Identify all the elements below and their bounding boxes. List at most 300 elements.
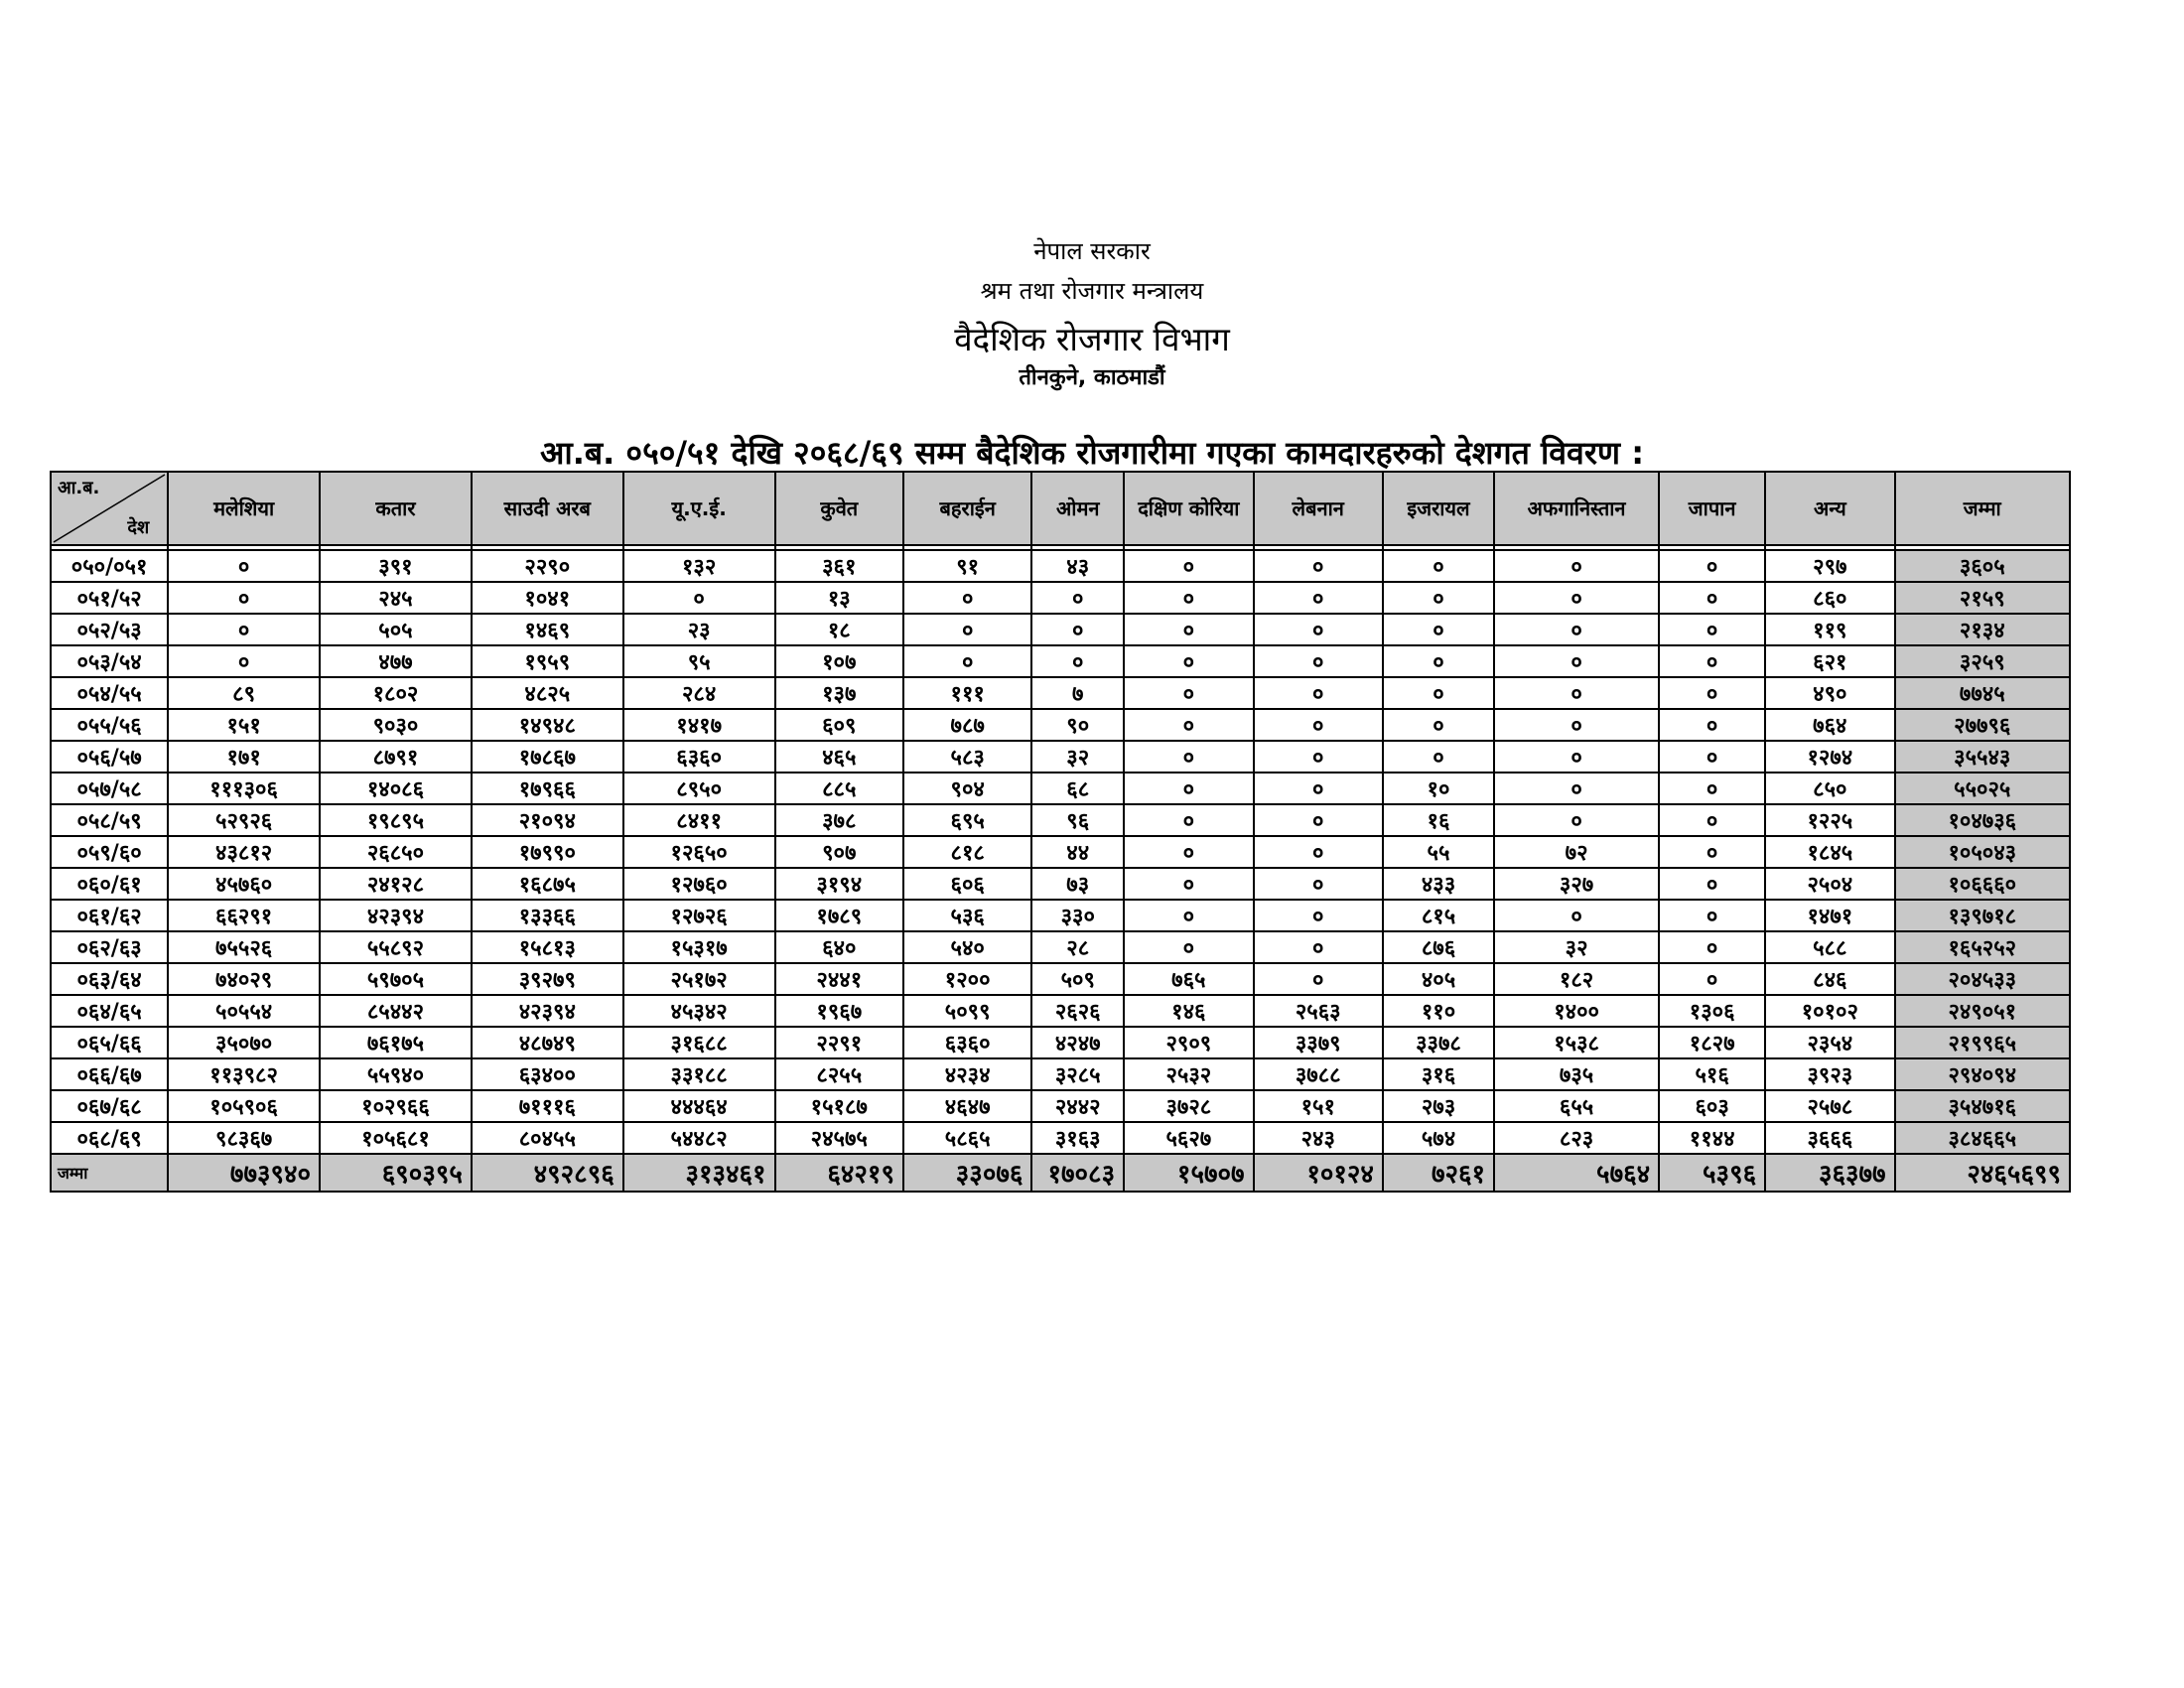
table-cell: १३२ bbox=[623, 550, 775, 582]
table-cell: ० bbox=[1659, 900, 1765, 931]
table-cell: १९८९५ bbox=[320, 804, 472, 836]
table-cell: ६९५ bbox=[903, 804, 1031, 836]
table-cell: ५०५५४ bbox=[168, 995, 320, 1027]
table-cell: ५२९२६ bbox=[168, 804, 320, 836]
table-cell: ७ bbox=[1031, 677, 1124, 709]
table-row bbox=[51, 1090, 2070, 1122]
table-cell: ४६४७ bbox=[903, 1090, 1031, 1122]
fiscal-year-cell: ०६१/६२ bbox=[51, 900, 168, 931]
table-cell: १९६७ bbox=[775, 995, 903, 1027]
fiscal-year-cell: ०५५/५६ bbox=[51, 709, 168, 741]
table-cell: १० bbox=[1383, 773, 1494, 804]
table-cell: ५८६५ bbox=[903, 1122, 1031, 1154]
table-row bbox=[51, 836, 2070, 868]
table-cell: १३७ bbox=[775, 677, 903, 709]
column-header: बहराईन bbox=[903, 472, 1031, 545]
fiscal-year-cell: ०५०/०५१ bbox=[51, 550, 168, 582]
table-row bbox=[51, 1058, 2070, 1090]
table-cell: १८२७ bbox=[1659, 1027, 1765, 1058]
table-cell: ० bbox=[1031, 614, 1124, 645]
table-cell: २४४१ bbox=[775, 963, 903, 995]
office-location: तीनकुने, काठमाडौं bbox=[1019, 365, 1165, 390]
table-cell: १५३८ bbox=[1494, 1027, 1659, 1058]
table-cell: ० bbox=[1124, 582, 1253, 614]
table-cell: ० bbox=[1124, 550, 1253, 582]
table-cell: ० bbox=[1659, 741, 1765, 773]
table-cell: ९०७ bbox=[775, 836, 903, 868]
table-cell: २५०४ bbox=[1765, 868, 1894, 900]
table-cell: ३१६ bbox=[1383, 1058, 1494, 1090]
table-cell: १०७ bbox=[775, 645, 903, 677]
table-cell: ४८२५ bbox=[472, 677, 623, 709]
table-cell: ० bbox=[1124, 868, 1253, 900]
table-cell: ० bbox=[1254, 836, 1383, 868]
fiscal-year-cell: ०५३/५४ bbox=[51, 645, 168, 677]
table-row bbox=[51, 773, 2070, 804]
table-cell: ० bbox=[168, 645, 320, 677]
table-cell: १३ bbox=[775, 582, 903, 614]
worker-country-table bbox=[50, 471, 2071, 1193]
table-cell: २४५ bbox=[320, 582, 472, 614]
table-cell: ३३७९ bbox=[1254, 1027, 1383, 1058]
table-cell: २८४ bbox=[623, 677, 775, 709]
table-cell: ५४० bbox=[903, 931, 1031, 963]
table-cell: ३९२७९ bbox=[472, 963, 623, 995]
table-cell: १७९९० bbox=[472, 836, 623, 868]
row-total-cell: ५५०२५ bbox=[1895, 773, 2070, 804]
table-cell: ० bbox=[1254, 963, 1383, 995]
table-cell: ५०९ bbox=[1031, 963, 1124, 995]
table-row bbox=[51, 868, 2070, 900]
table-cell: ३२७ bbox=[1494, 868, 1659, 900]
table-cell: ६२१ bbox=[1765, 645, 1894, 677]
table-cell: ६३४०० bbox=[472, 1058, 623, 1090]
column-header: कुवेत bbox=[775, 472, 903, 545]
table-cell: ० bbox=[1659, 614, 1765, 645]
table-cell: ७६५ bbox=[1124, 963, 1253, 995]
total-cell: ४९२८९६ bbox=[472, 1154, 623, 1192]
table-cell: ० bbox=[1124, 677, 1253, 709]
table-cell: ४४ bbox=[1031, 836, 1124, 868]
table-cell: १९५९ bbox=[472, 645, 623, 677]
table-cell: ९८३६७ bbox=[168, 1122, 320, 1154]
table-cell: ० bbox=[1494, 900, 1659, 931]
table-cell: ० bbox=[1383, 645, 1494, 677]
fiscal-year-cell: ०६८/६९ bbox=[51, 1122, 168, 1154]
table-cell: २९७ bbox=[1765, 550, 1894, 582]
table-cell: १५१ bbox=[1254, 1090, 1383, 1122]
table-cell: ४६५ bbox=[775, 741, 903, 773]
table-cell: १५३१७ bbox=[623, 931, 775, 963]
table-cell: ० bbox=[1124, 773, 1253, 804]
table-cell: ५६२७ bbox=[1124, 1122, 1253, 1154]
table-row bbox=[51, 582, 2070, 614]
table-cell: ० bbox=[1494, 804, 1659, 836]
table-cell: ० bbox=[1254, 582, 1383, 614]
table-cell: ० bbox=[1124, 836, 1253, 868]
table-cell: ० bbox=[1254, 868, 1383, 900]
table-cell: ५८३ bbox=[903, 741, 1031, 773]
table-cell: ३२ bbox=[1031, 741, 1124, 773]
table-cell: ५३६ bbox=[903, 900, 1031, 931]
fiscal-year-cell: ०५९/६० bbox=[51, 836, 168, 868]
table-cell: ७१११६ bbox=[472, 1090, 623, 1122]
table-cell: ० bbox=[1383, 741, 1494, 773]
table-cell: २८ bbox=[1031, 931, 1124, 963]
row-total-cell: १३९७१८ bbox=[1895, 900, 2070, 931]
table-row bbox=[51, 804, 2070, 836]
table-cell: २२९१ bbox=[775, 1027, 903, 1058]
table-title: आ.ब. ०५०/५१ देखि २०६८/६९ सम्म बैदेशिक रोजगारीमा गएका कामदारहरुको देशगत विवरण : bbox=[540, 434, 1644, 472]
table-cell: ३९१ bbox=[320, 550, 472, 582]
table-cell: १२०० bbox=[903, 963, 1031, 995]
table-cell: ८१८ bbox=[903, 836, 1031, 868]
table-cell: ९१ bbox=[903, 550, 1031, 582]
table-cell: १२७६० bbox=[623, 868, 775, 900]
table-cell: १३३६६ bbox=[472, 900, 623, 931]
table-cell: ० bbox=[1659, 645, 1765, 677]
table-cell: ० bbox=[623, 582, 775, 614]
table-cell: ३७२८ bbox=[1124, 1090, 1253, 1122]
fiscal-year-cell: ०६७/६८ bbox=[51, 1090, 168, 1122]
table-cell: ० bbox=[1383, 582, 1494, 614]
table-cell: ० bbox=[1659, 773, 1765, 804]
table-row bbox=[51, 709, 2070, 741]
table-cell: ० bbox=[1659, 931, 1765, 963]
fiscal-year-cell: ०५८/५९ bbox=[51, 804, 168, 836]
row-total-cell: ७७४५ bbox=[1895, 677, 2070, 709]
table-cell: ६४० bbox=[775, 931, 903, 963]
table-cell: ३९२३ bbox=[1765, 1058, 1894, 1090]
table-row bbox=[51, 677, 2070, 709]
table-cell: ९० bbox=[1031, 709, 1124, 741]
table-cell: १४६ bbox=[1124, 995, 1253, 1027]
table-cell: ० bbox=[903, 582, 1031, 614]
column-header: इजरायल bbox=[1383, 472, 1494, 545]
fiscal-year-cell: ०६६/६७ bbox=[51, 1058, 168, 1090]
table-cell: ० bbox=[1124, 804, 1253, 836]
row-total-cell: ३८४६६५ bbox=[1895, 1122, 2070, 1154]
table-cell: ० bbox=[1124, 931, 1253, 963]
row-total-cell: १०५०४३ bbox=[1895, 836, 2070, 868]
total-cell: ७२६१ bbox=[1383, 1154, 1494, 1192]
table-cell: ० bbox=[1124, 709, 1253, 741]
table-cell: १८२ bbox=[1494, 963, 1659, 995]
table-cell: ११४४ bbox=[1659, 1122, 1765, 1154]
table-cell: ० bbox=[1254, 709, 1383, 741]
table-cell: ३३० bbox=[1031, 900, 1124, 931]
table-cell: ३७८८ bbox=[1254, 1058, 1383, 1090]
table-cell: २६२६ bbox=[1031, 995, 1124, 1027]
total-cell: २४६५६९९ bbox=[1895, 1154, 2070, 1192]
row-total-cell: ३५५४३ bbox=[1895, 741, 2070, 773]
table-row bbox=[51, 963, 2070, 995]
table-cell: ४८७४९ bbox=[472, 1027, 623, 1058]
table-cell: ४२३९४ bbox=[472, 995, 623, 1027]
table-row bbox=[51, 1122, 2070, 1154]
column-header: साउदी अरब bbox=[472, 472, 623, 545]
table-cell: २५७८ bbox=[1765, 1090, 1894, 1122]
total-cell: ३६३७७ bbox=[1765, 1154, 1894, 1192]
table-cell: ० bbox=[1659, 550, 1765, 582]
fiscal-year-cell: ०६५/६६ bbox=[51, 1027, 168, 1058]
table-cell: ० bbox=[1494, 773, 1659, 804]
table-cell: ० bbox=[1494, 645, 1659, 677]
table-cell: १२७४ bbox=[1765, 741, 1894, 773]
total-cell: १७०८३ bbox=[1031, 1154, 1124, 1192]
table-cell: ० bbox=[1659, 709, 1765, 741]
total-cell: ६९०३९५ bbox=[320, 1154, 472, 1192]
table-cell: ० bbox=[1383, 550, 1494, 582]
table-cell: ३१९४ bbox=[775, 868, 903, 900]
table-cell: ० bbox=[1254, 773, 1383, 804]
table-cell: ४३ bbox=[1031, 550, 1124, 582]
table-cell: ९०४ bbox=[903, 773, 1031, 804]
table-cell: ० bbox=[1254, 804, 1383, 836]
total-cell: १०१२४ bbox=[1254, 1154, 1383, 1192]
table-cell: ४५३४२ bbox=[623, 995, 775, 1027]
row-total-cell: २०४५३३ bbox=[1895, 963, 2070, 995]
table-cell: ४४४६४ bbox=[623, 1090, 775, 1122]
table-cell: ० bbox=[1254, 900, 1383, 931]
table-cell: ९०३० bbox=[320, 709, 472, 741]
total-cell: ३३०७६ bbox=[903, 1154, 1031, 1192]
row-total-cell: २७७९६ bbox=[1895, 709, 2070, 741]
table-cell: २९०९ bbox=[1124, 1027, 1253, 1058]
table-cell: १६८७५ bbox=[472, 868, 623, 900]
total-cell: १५७०७ bbox=[1124, 1154, 1253, 1192]
table-cell: १४७१ bbox=[1765, 900, 1894, 931]
table-cell: ११९ bbox=[1765, 614, 1894, 645]
table-cell: १२७२६ bbox=[623, 900, 775, 931]
table-row bbox=[51, 900, 2070, 931]
table-cell: १२६५० bbox=[623, 836, 775, 868]
table-cell: ५८८ bbox=[1765, 931, 1894, 963]
table-cell: ८४६ bbox=[1765, 963, 1894, 995]
corner-header-cell bbox=[51, 472, 168, 545]
column-header: ओमन bbox=[1031, 472, 1124, 545]
table-cell: ३३१८८ bbox=[623, 1058, 775, 1090]
table-cell: १८ bbox=[775, 614, 903, 645]
table-cell: ५४४८२ bbox=[623, 1122, 775, 1154]
table-cell: ५५ bbox=[1383, 836, 1494, 868]
table-cell: १०१०२ bbox=[1765, 995, 1894, 1027]
table-cell: १११३०६ bbox=[168, 773, 320, 804]
table-cell: ८२३ bbox=[1494, 1122, 1659, 1154]
table-cell: १७९६६ bbox=[472, 773, 623, 804]
table-row bbox=[51, 995, 2070, 1027]
table-cell: ९६ bbox=[1031, 804, 1124, 836]
table-cell: ५५८९२ bbox=[320, 931, 472, 963]
table-cell: ० bbox=[1031, 645, 1124, 677]
column-header: कतार bbox=[320, 472, 472, 545]
row-total-cell: ३२५९ bbox=[1895, 645, 2070, 677]
table-cell: १६ bbox=[1383, 804, 1494, 836]
table-cell: ५९७०५ bbox=[320, 963, 472, 995]
table-cell: ११३९८२ bbox=[168, 1058, 320, 1090]
fiscal-year-cell: ०६३/६४ bbox=[51, 963, 168, 995]
table-cell: ० bbox=[1031, 582, 1124, 614]
government-name: नेपाल सरकार bbox=[1033, 237, 1151, 265]
table-cell: ७८७ bbox=[903, 709, 1031, 741]
table-cell: ८५० bbox=[1765, 773, 1894, 804]
table-cell: १८४५ bbox=[1765, 836, 1894, 868]
table-cell: २६८५० bbox=[320, 836, 472, 868]
table-cell: ० bbox=[1494, 741, 1659, 773]
table-cell: ० bbox=[1254, 645, 1383, 677]
table-cell: १०५९०६ bbox=[168, 1090, 320, 1122]
table-cell: २४५७५ bbox=[775, 1122, 903, 1154]
table-cell: १०५६८१ bbox=[320, 1122, 472, 1154]
table-header-row bbox=[51, 472, 2070, 545]
table-cell: ७३५ bbox=[1494, 1058, 1659, 1090]
table-cell: ० bbox=[1254, 677, 1383, 709]
table-cell: ३२ bbox=[1494, 931, 1659, 963]
table-row bbox=[51, 1027, 2070, 1058]
table-cell: ६३६० bbox=[623, 741, 775, 773]
table-cell: ० bbox=[1383, 614, 1494, 645]
table-cell: ० bbox=[1383, 677, 1494, 709]
table-cell: ० bbox=[1494, 550, 1659, 582]
table-cell: ९५ bbox=[623, 645, 775, 677]
table-cell: ५०५ bbox=[320, 614, 472, 645]
total-cell: ७७३९४० bbox=[168, 1154, 320, 1192]
column-header: अफगानिस्तान bbox=[1494, 472, 1659, 545]
grand-total-row bbox=[51, 1154, 2070, 1192]
table-cell: ८१५ bbox=[1383, 900, 1494, 931]
table-cell: ६८ bbox=[1031, 773, 1124, 804]
total-label-cell: जम्मा bbox=[51, 1154, 168, 1192]
table-cell: ६०९ bbox=[775, 709, 903, 741]
column-header: जम्मा bbox=[1895, 472, 2070, 545]
table-cell: ० bbox=[1494, 677, 1659, 709]
table-cell: १४१७ bbox=[623, 709, 775, 741]
table-cell: ८८५ bbox=[775, 773, 903, 804]
table-cell: ० bbox=[168, 582, 320, 614]
total-cell: ३१३४६१ bbox=[623, 1154, 775, 1192]
table-cell: ३७८ bbox=[775, 804, 903, 836]
table-cell: १५८१३ bbox=[472, 931, 623, 963]
table-cell: ० bbox=[1124, 900, 1253, 931]
department-name: वैदेशिक रोजगार विभाग bbox=[954, 320, 1230, 358]
table-cell: ४२३४ bbox=[903, 1058, 1031, 1090]
table-cell: ० bbox=[1254, 614, 1383, 645]
table-cell: ७४०२९ bbox=[168, 963, 320, 995]
table-cell: २५३२ bbox=[1124, 1058, 1253, 1090]
table-cell: ४५७६० bbox=[168, 868, 320, 900]
table-cell: ७६४ bbox=[1765, 709, 1894, 741]
column-header: लेबनान bbox=[1254, 472, 1383, 545]
table-cell: ० bbox=[903, 645, 1031, 677]
row-total-cell: २१५९ bbox=[1895, 582, 2070, 614]
table-cell: ५०९९ bbox=[903, 995, 1031, 1027]
row-total-cell: ३५४७१६ bbox=[1895, 1090, 2070, 1122]
table-cell: ० bbox=[1494, 709, 1659, 741]
table-cell: २४३ bbox=[1254, 1122, 1383, 1154]
table-cell: ० bbox=[1254, 931, 1383, 963]
table-cell: ८४११ bbox=[623, 804, 775, 836]
table-cell: ४२३९४ bbox=[320, 900, 472, 931]
table-cell: ३६१ bbox=[775, 550, 903, 582]
table-cell: ८७६ bbox=[1383, 931, 1494, 963]
table-cell: १५१ bbox=[168, 709, 320, 741]
table-cell: ३२८५ bbox=[1031, 1058, 1124, 1090]
table-cell: १०२९६६ bbox=[320, 1090, 472, 1122]
table-cell: ० bbox=[1124, 741, 1253, 773]
fiscal-year-cell: ०५४/५५ bbox=[51, 677, 168, 709]
table-cell: ६०६ bbox=[903, 868, 1031, 900]
table-cell: २२९० bbox=[472, 550, 623, 582]
table-cell: ० bbox=[1383, 709, 1494, 741]
row-total-cell: २१९९६५ bbox=[1895, 1027, 2070, 1058]
table-cell: ६६२९१ bbox=[168, 900, 320, 931]
table-cell: ० bbox=[1254, 741, 1383, 773]
table-cell: १७१ bbox=[168, 741, 320, 773]
table-row bbox=[51, 931, 2070, 963]
table-cell: २५६३ bbox=[1254, 995, 1383, 1027]
table-cell: १३०६ bbox=[1659, 995, 1765, 1027]
table-cell: १४०८६ bbox=[320, 773, 472, 804]
table-cell: ० bbox=[168, 550, 320, 582]
column-header: दक्षिण कोरिया bbox=[1124, 472, 1253, 545]
table-cell: २४४२ bbox=[1031, 1090, 1124, 1122]
table-cell: ४९० bbox=[1765, 677, 1894, 709]
table-cell: २५१७२ bbox=[623, 963, 775, 995]
table-cell: ० bbox=[1659, 582, 1765, 614]
table-cell: २१०९४ bbox=[472, 804, 623, 836]
table-cell: १७८६७ bbox=[472, 741, 623, 773]
table-cell: ० bbox=[1659, 836, 1765, 868]
table-cell: १२२५ bbox=[1765, 804, 1894, 836]
table-row bbox=[51, 645, 2070, 677]
fiscal-year-cell: ०६४/६५ bbox=[51, 995, 168, 1027]
table-cell: ३१६८८ bbox=[623, 1027, 775, 1058]
table-cell: ५७४ bbox=[1383, 1122, 1494, 1154]
table-cell: ० bbox=[1659, 963, 1765, 995]
table-cell: ० bbox=[1494, 614, 1659, 645]
table-cell: ५५९४० bbox=[320, 1058, 472, 1090]
table-cell: ० bbox=[1124, 614, 1253, 645]
column-header: अन्य bbox=[1765, 472, 1894, 545]
row-total-cell: १६५२५२ bbox=[1895, 931, 2070, 963]
table-cell: ० bbox=[903, 614, 1031, 645]
row-total-cell: ३६०५ bbox=[1895, 550, 2070, 582]
column-header: मलेशिया bbox=[168, 472, 320, 545]
table-cell: ८६० bbox=[1765, 582, 1894, 614]
fiscal-year-cell: ०६०/६१ bbox=[51, 868, 168, 900]
corner-country-label: देश bbox=[127, 517, 150, 538]
ministry-name: श्रम तथा रोजगार मन्त्रालय bbox=[980, 277, 1204, 305]
fiscal-year-cell: ०५१/५२ bbox=[51, 582, 168, 614]
table-cell: २७३ bbox=[1383, 1090, 1494, 1122]
total-cell: ६४२१९ bbox=[775, 1154, 903, 1192]
table-cell: ८९५० bbox=[623, 773, 775, 804]
table-cell: ८९ bbox=[168, 677, 320, 709]
table-cell: ६५५ bbox=[1494, 1090, 1659, 1122]
table-cell: ८०४५५ bbox=[472, 1122, 623, 1154]
table-cell: ३५०७० bbox=[168, 1027, 320, 1058]
table-cell: ३३७८ bbox=[1383, 1027, 1494, 1058]
table-cell: १०४१ bbox=[472, 582, 623, 614]
fiscal-year-cell: ०५२/५३ bbox=[51, 614, 168, 645]
table-cell: ४३३ bbox=[1383, 868, 1494, 900]
total-cell: ५७६४ bbox=[1494, 1154, 1659, 1192]
table-cell: ० bbox=[1659, 677, 1765, 709]
table-cell: ४३८१२ bbox=[168, 836, 320, 868]
row-total-cell: २९४०९४ bbox=[1895, 1058, 2070, 1090]
table-cell: ० bbox=[1124, 645, 1253, 677]
column-header: जापान bbox=[1659, 472, 1765, 545]
